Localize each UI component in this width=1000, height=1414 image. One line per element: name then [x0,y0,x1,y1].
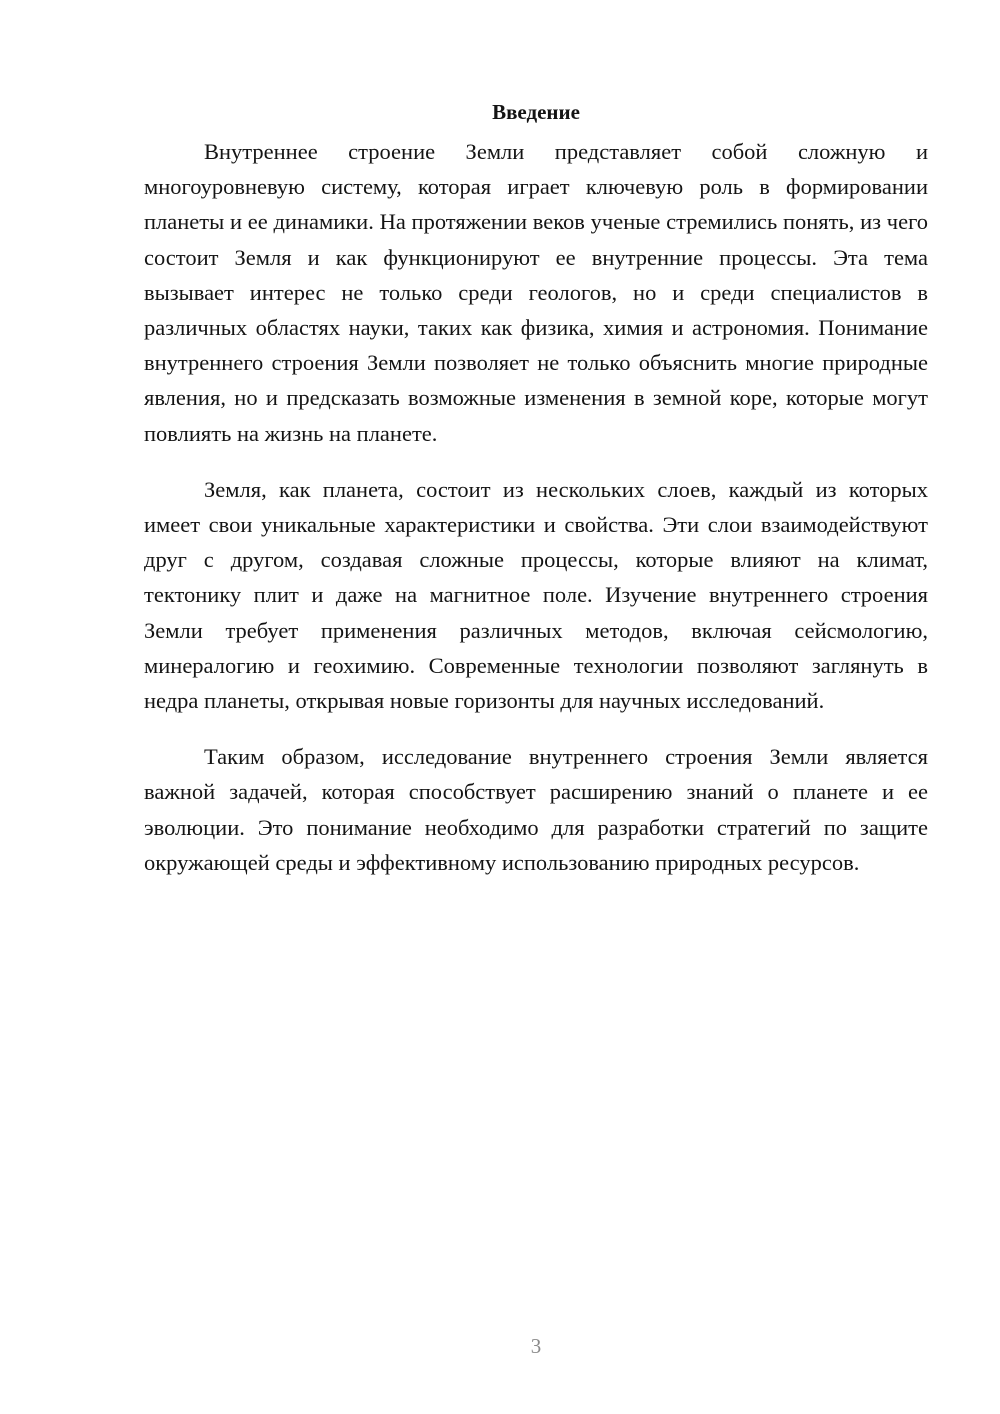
paragraph-1: Внутреннее строение Земли представляет собой сложную и многоуровневую систему, которая играет ключевую роль в формировании планеты и ее динамики. На протяжении веков ученые стремились понять, из чего состоит Земля и как функционируют ее внутренние процессы. Эта тема вызывает интерес не только среди геологов, но и среди специалистов в различных областях науки, таких как физика, химия и астрономия. Понимание внутреннего строения Земли позволяет не только объяснить многие природные явления, но и предсказать возможные изменения в земной коре, которые могут повлиять на жизнь на планете. [144,139,928,446]
paragraph-2: Земля, как планета, состоит из нескольких слоев, каждый из которых имеет свои уникальные характеристики и свойства. Эти слои взаимодействуют друг с другом, создавая сложные процессы, которые влияют на климат, тектонику плит и даже на магнитное поле. Изучение внутреннего строения Земли требует применения различных методов, включая сейсмологию, минералогию и геохимию. Современные технологии позволяют заглянуть в недра планеты, открывая новые горизонты для научных исследований. [144,476,928,714]
section-heading: Введение [492,100,580,124]
page-content [144,98,928,901]
page-number: 3 [530,1334,542,1358]
paragraph-3: Таким образом, исследование внутреннего строения Земли является важной задачей, которая способствует расширению знаний о планете и ее эволюции. Это понимание необходимо для разработки стратегий по защите окружающей среды и эффективному использованию природных ресурсов. [144,744,928,875]
